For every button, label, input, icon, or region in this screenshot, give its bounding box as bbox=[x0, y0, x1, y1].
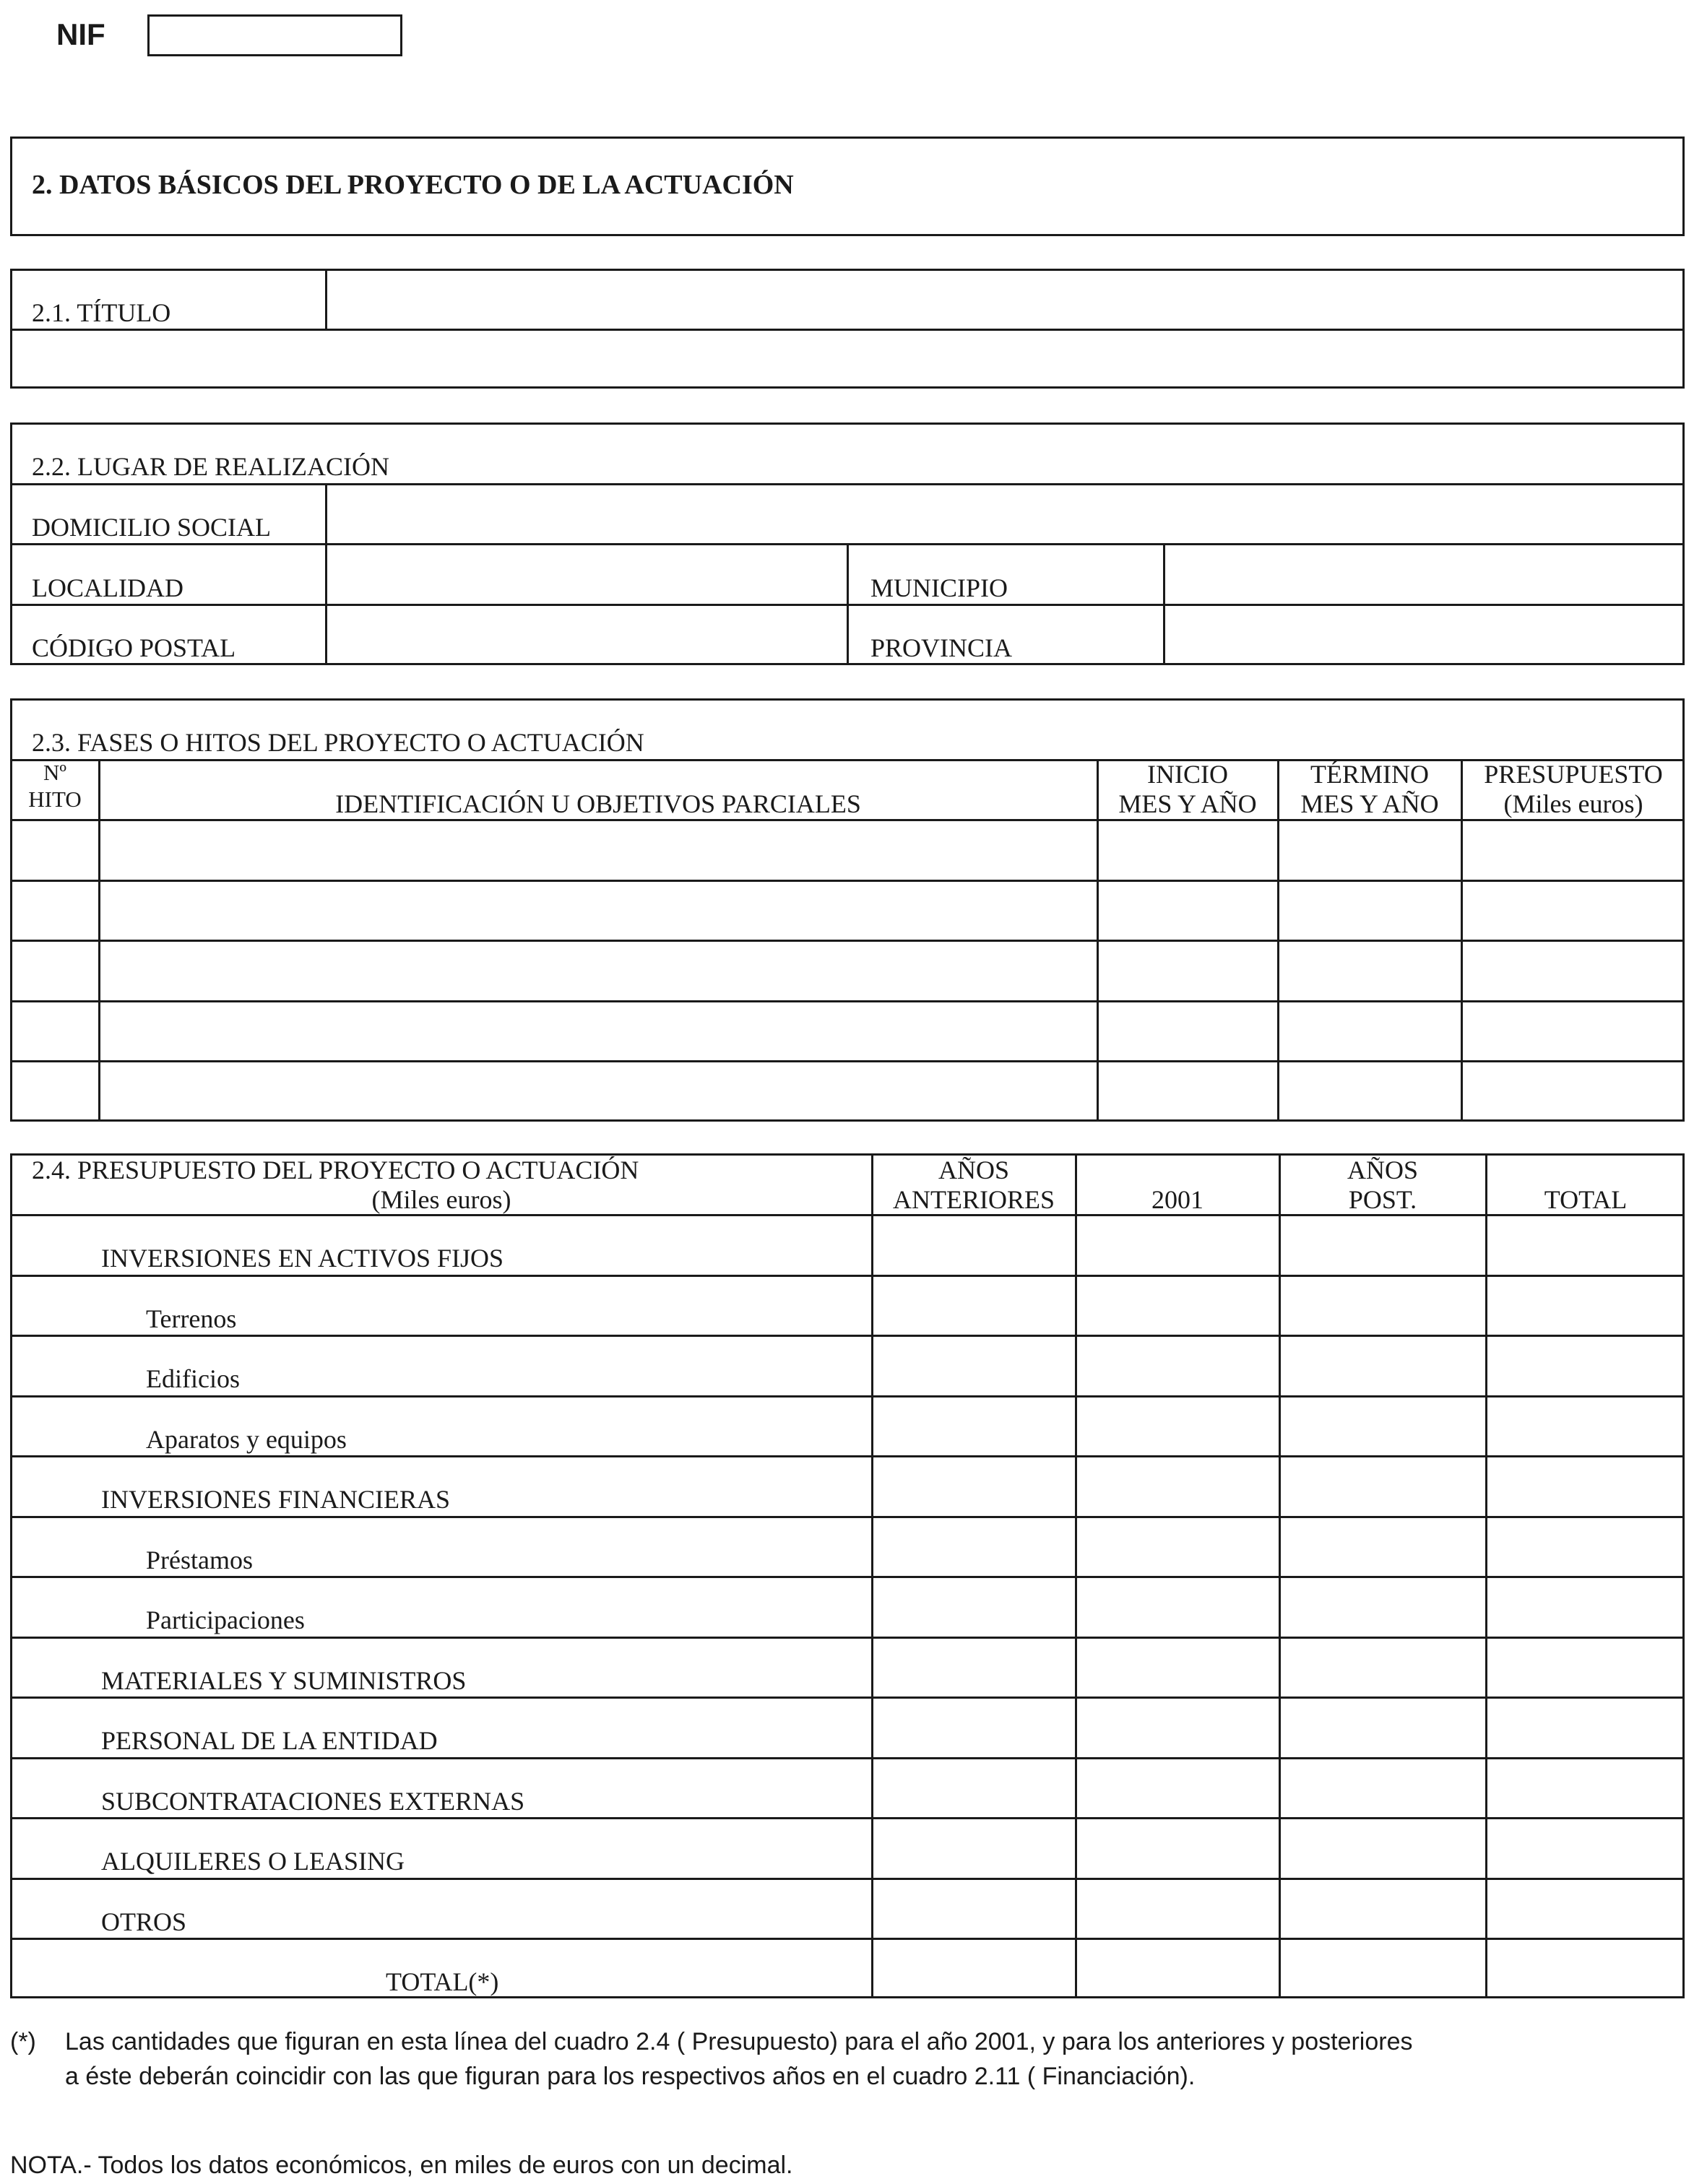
budget-row-4-anteriores-input[interactable] bbox=[874, 1398, 1073, 1455]
col-presupuesto-label-2: (Miles euros) bbox=[1503, 789, 1643, 818]
budget-row-8-posteriores-input[interactable] bbox=[1282, 1639, 1484, 1696]
budget-row-8-2001-input[interactable] bbox=[1078, 1639, 1277, 1696]
fase-5-presupuesto-input[interactable] bbox=[1464, 1063, 1683, 1119]
fase-2-hito-input[interactable] bbox=[13, 883, 97, 939]
col-termino-label-2: MES Y AÑO bbox=[1300, 789, 1439, 818]
budget-row-13-anteriores-input[interactable] bbox=[874, 1941, 1073, 1997]
fase-3-identificacion-input[interactable] bbox=[101, 942, 1095, 999]
footnote-marker: (*) bbox=[10, 2028, 36, 2055]
budget-row-10-2001-input[interactable] bbox=[1078, 1760, 1277, 1816]
budget-row-4-2001-input[interactable] bbox=[1078, 1398, 1277, 1455]
col-inicio-label-2: MES Y AÑO bbox=[1118, 789, 1257, 818]
fase-3-termino-input[interactable] bbox=[1280, 942, 1459, 999]
municipio-input[interactable] bbox=[1166, 546, 1682, 602]
budget-row-1-total-input[interactable] bbox=[1488, 1217, 1683, 1273]
budget-row-5-posteriores-input[interactable] bbox=[1282, 1458, 1484, 1514]
fase-2-inicio-input[interactable] bbox=[1099, 883, 1276, 939]
titulo-input-line2[interactable] bbox=[13, 332, 1682, 386]
municipio-label: MUNICIPIO bbox=[870, 573, 1008, 602]
budget-row-1-anteriores-input[interactable] bbox=[874, 1217, 1073, 1273]
budget-row-label: MATERIALES Y SUMINISTROS bbox=[101, 1665, 467, 1695]
budget-row-7-2001-input[interactable] bbox=[1078, 1579, 1277, 1635]
fase-4-hito-input[interactable] bbox=[13, 1003, 97, 1060]
budget-row-3-anteriores-input[interactable] bbox=[874, 1338, 1073, 1394]
budget-row-label: INVERSIONES EN ACTIVOS FIJOS bbox=[101, 1244, 504, 1273]
col-inicio-label-1: INICIO bbox=[1147, 760, 1228, 789]
nota: NOTA.- Todos los datos económicos, en miles de euros con un decimal. bbox=[10, 2152, 793, 2179]
col-post-label-1: AÑOS bbox=[1347, 1156, 1418, 1184]
fase-1-inicio-input[interactable] bbox=[1099, 822, 1276, 878]
fase-4-presupuesto-input[interactable] bbox=[1464, 1003, 1683, 1060]
fase-3-hito-input[interactable] bbox=[13, 942, 97, 999]
budget-row-label: Terrenos bbox=[146, 1304, 237, 1333]
codigo-postal-label: CÓDIGO POSTAL bbox=[32, 633, 236, 662]
budget-row-7-anteriores-input[interactable] bbox=[874, 1579, 1073, 1635]
col-post-label-2: POST. bbox=[1348, 1185, 1417, 1214]
provincia-input[interactable] bbox=[1166, 607, 1682, 663]
budget-row-1-posteriores-input[interactable] bbox=[1282, 1217, 1484, 1273]
fase-3-inicio-input[interactable] bbox=[1099, 942, 1276, 999]
budget-row-9-anteriores-input[interactable] bbox=[874, 1699, 1073, 1756]
titulo-label: 2.1. TÍTULO bbox=[32, 298, 171, 327]
budget-row-9-2001-input[interactable] bbox=[1078, 1699, 1277, 1756]
fase-5-hito-input[interactable] bbox=[13, 1063, 97, 1119]
budget-row-2-posteriores-input[interactable] bbox=[1282, 1278, 1484, 1334]
domicilio-input[interactable] bbox=[328, 486, 1682, 542]
budget-row-10-posteriores-input[interactable] bbox=[1282, 1760, 1484, 1816]
budget-row-label: ALQUILERES O LEASING bbox=[101, 1847, 405, 1876]
fase-4-inicio-input[interactable] bbox=[1099, 1003, 1276, 1060]
budget-row-6-2001-input[interactable] bbox=[1078, 1519, 1277, 1575]
budget-row-9-total-input[interactable] bbox=[1488, 1699, 1683, 1756]
budget-row-11-total-input[interactable] bbox=[1488, 1820, 1683, 1876]
localidad-input[interactable] bbox=[328, 546, 845, 602]
budget-row-label: Participaciones bbox=[146, 1606, 305, 1634]
budget-row-label: Préstamos bbox=[146, 1545, 253, 1574]
budget-row-10-total-input[interactable] bbox=[1488, 1760, 1683, 1816]
col-total-label: TOTAL bbox=[1544, 1185, 1628, 1214]
budget-row-label: Aparatos y equipos bbox=[146, 1424, 347, 1454]
budget-row-2-anteriores-input[interactable] bbox=[874, 1278, 1073, 1334]
provincia-label: PROVINCIA bbox=[870, 633, 1013, 662]
fase-5-identificacion-input[interactable] bbox=[101, 1063, 1095, 1119]
lugar-title: 2.2. LUGAR DE REALIZACIÓN bbox=[32, 452, 389, 481]
budget-row-3-posteriores-input[interactable] bbox=[1282, 1338, 1484, 1394]
col-anteriores-label-2: ANTERIORES bbox=[893, 1185, 1055, 1214]
titulo-input[interactable] bbox=[328, 272, 1682, 328]
budget-row-6-total-input[interactable] bbox=[1488, 1519, 1683, 1575]
nif-input[interactable] bbox=[147, 14, 402, 56]
fase-1-termino-input[interactable] bbox=[1280, 822, 1459, 878]
footnote-line-1: Las cantidades que figuran en esta línea del cuadro 2.4 ( Presupuesto) para el año 2001, y para los anteriores y posteriores bbox=[65, 2028, 1413, 2055]
section-title: 2. DATOS BÁSICOS DEL PROYECTO O DE LA ACTUACIÓN bbox=[32, 170, 794, 200]
budget-row-12-total-input[interactable] bbox=[1488, 1881, 1683, 1937]
budget-row-7-posteriores-input[interactable] bbox=[1282, 1579, 1484, 1635]
col-presupuesto-label-1: PRESUPUESTO bbox=[1484, 760, 1663, 789]
budget-row-5-anteriores-input[interactable] bbox=[874, 1458, 1073, 1514]
nif-label: NIF bbox=[56, 17, 105, 51]
presupuesto-title-1: 2.4. PRESUPUESTO DEL PROYECTO O ACTUACIÓN bbox=[32, 1156, 639, 1184]
budget-row-12-anteriores-input[interactable] bbox=[874, 1881, 1073, 1937]
budget-row-13-posteriores-input[interactable] bbox=[1282, 1941, 1484, 1997]
codigo-postal-input[interactable] bbox=[328, 607, 845, 663]
fase-2-presupuesto-input[interactable] bbox=[1464, 883, 1683, 939]
col-termino-label-1: TÉRMINO bbox=[1310, 760, 1429, 789]
fase-1-hito-input[interactable] bbox=[13, 822, 97, 878]
budget-row-3-2001-input[interactable] bbox=[1078, 1338, 1277, 1394]
fase-1-presupuesto-input[interactable] bbox=[1464, 822, 1683, 878]
fase-4-termino-input[interactable] bbox=[1280, 1003, 1459, 1060]
col-anteriores-label-1: AÑOS bbox=[938, 1156, 1009, 1184]
budget-row-12-2001-input[interactable] bbox=[1078, 1881, 1277, 1937]
budget-row-10-anteriores-input[interactable] bbox=[874, 1760, 1073, 1816]
fase-2-termino-input[interactable] bbox=[1280, 883, 1459, 939]
budget-row-13-total-input[interactable] bbox=[1488, 1941, 1683, 1997]
fase-4-identificacion-input[interactable] bbox=[101, 1003, 1095, 1060]
fase-5-inicio-input[interactable] bbox=[1099, 1063, 1276, 1119]
col-hito-label-1: Nº bbox=[43, 760, 66, 785]
budget-row-7-total-input[interactable] bbox=[1488, 1579, 1683, 1635]
budget-row-label: SUBCONTRATACIONES EXTERNAS bbox=[101, 1786, 525, 1816]
budget-row-label: PERSONAL DE LA ENTIDAD bbox=[101, 1726, 438, 1755]
presupuesto-title-2: (Miles euros) bbox=[371, 1185, 511, 1214]
budget-row-8-anteriores-input[interactable] bbox=[874, 1639, 1073, 1696]
budget-row-label: Edificios bbox=[146, 1364, 240, 1393]
budget-row-3-total-input[interactable] bbox=[1488, 1338, 1683, 1394]
budget-row-9-posteriores-input[interactable] bbox=[1282, 1699, 1484, 1756]
budget-row-2-2001-input[interactable] bbox=[1078, 1278, 1277, 1334]
budget-row-5-total-input[interactable] bbox=[1488, 1458, 1683, 1514]
domicilio-label: DOMICILIO SOCIAL bbox=[32, 513, 271, 542]
fase-2-identificacion-input[interactable] bbox=[101, 883, 1095, 939]
budget-row-2-total-input[interactable] bbox=[1488, 1278, 1683, 1334]
localidad-label: LOCALIDAD bbox=[32, 573, 183, 602]
budget-row-11-2001-input[interactable] bbox=[1078, 1820, 1277, 1876]
budget-row-11-posteriores-input[interactable] bbox=[1282, 1820, 1484, 1876]
budget-row-4-posteriores-input[interactable] bbox=[1282, 1398, 1484, 1455]
budget-row-8-total-input[interactable] bbox=[1488, 1639, 1683, 1696]
budget-row-label: OTROS bbox=[101, 1907, 187, 1936]
col-hito-label-2: HITO bbox=[28, 786, 82, 812]
budget-row-5-2001-input[interactable] bbox=[1078, 1458, 1277, 1514]
budget-row-6-anteriores-input[interactable] bbox=[874, 1519, 1073, 1575]
budget-row-label: TOTAL(*) bbox=[386, 1967, 499, 1996]
fase-5-termino-input[interactable] bbox=[1280, 1063, 1459, 1119]
fases-title: 2.3. FASES O HITOS DEL PROYECTO O ACTUACIÓN bbox=[32, 728, 644, 757]
budget-row-11-anteriores-input[interactable] bbox=[874, 1820, 1073, 1876]
budget-row-6-posteriores-input[interactable] bbox=[1282, 1519, 1484, 1575]
col-identificacion-label: IDENTIFICACIÓN U OBJETIVOS PARCIALES bbox=[335, 789, 861, 818]
budget-row-1-2001-input[interactable] bbox=[1078, 1217, 1277, 1273]
budget-row-label: INVERSIONES FINANCIERAS bbox=[101, 1485, 451, 1514]
budget-row-4-total-input[interactable] bbox=[1488, 1398, 1683, 1455]
budget-row-12-posteriores-input[interactable] bbox=[1282, 1881, 1484, 1937]
fase-3-presupuesto-input[interactable] bbox=[1464, 942, 1683, 999]
col-2001-label: 2001 bbox=[1151, 1185, 1203, 1214]
fase-1-identificacion-input[interactable] bbox=[101, 822, 1095, 878]
footnote-line-2: a éste deberán coincidir con las que figuran para los respectivos años en el cuadro 2.11 ( Financiación). bbox=[65, 2063, 1196, 2090]
budget-row-13-2001-input[interactable] bbox=[1078, 1941, 1277, 1997]
